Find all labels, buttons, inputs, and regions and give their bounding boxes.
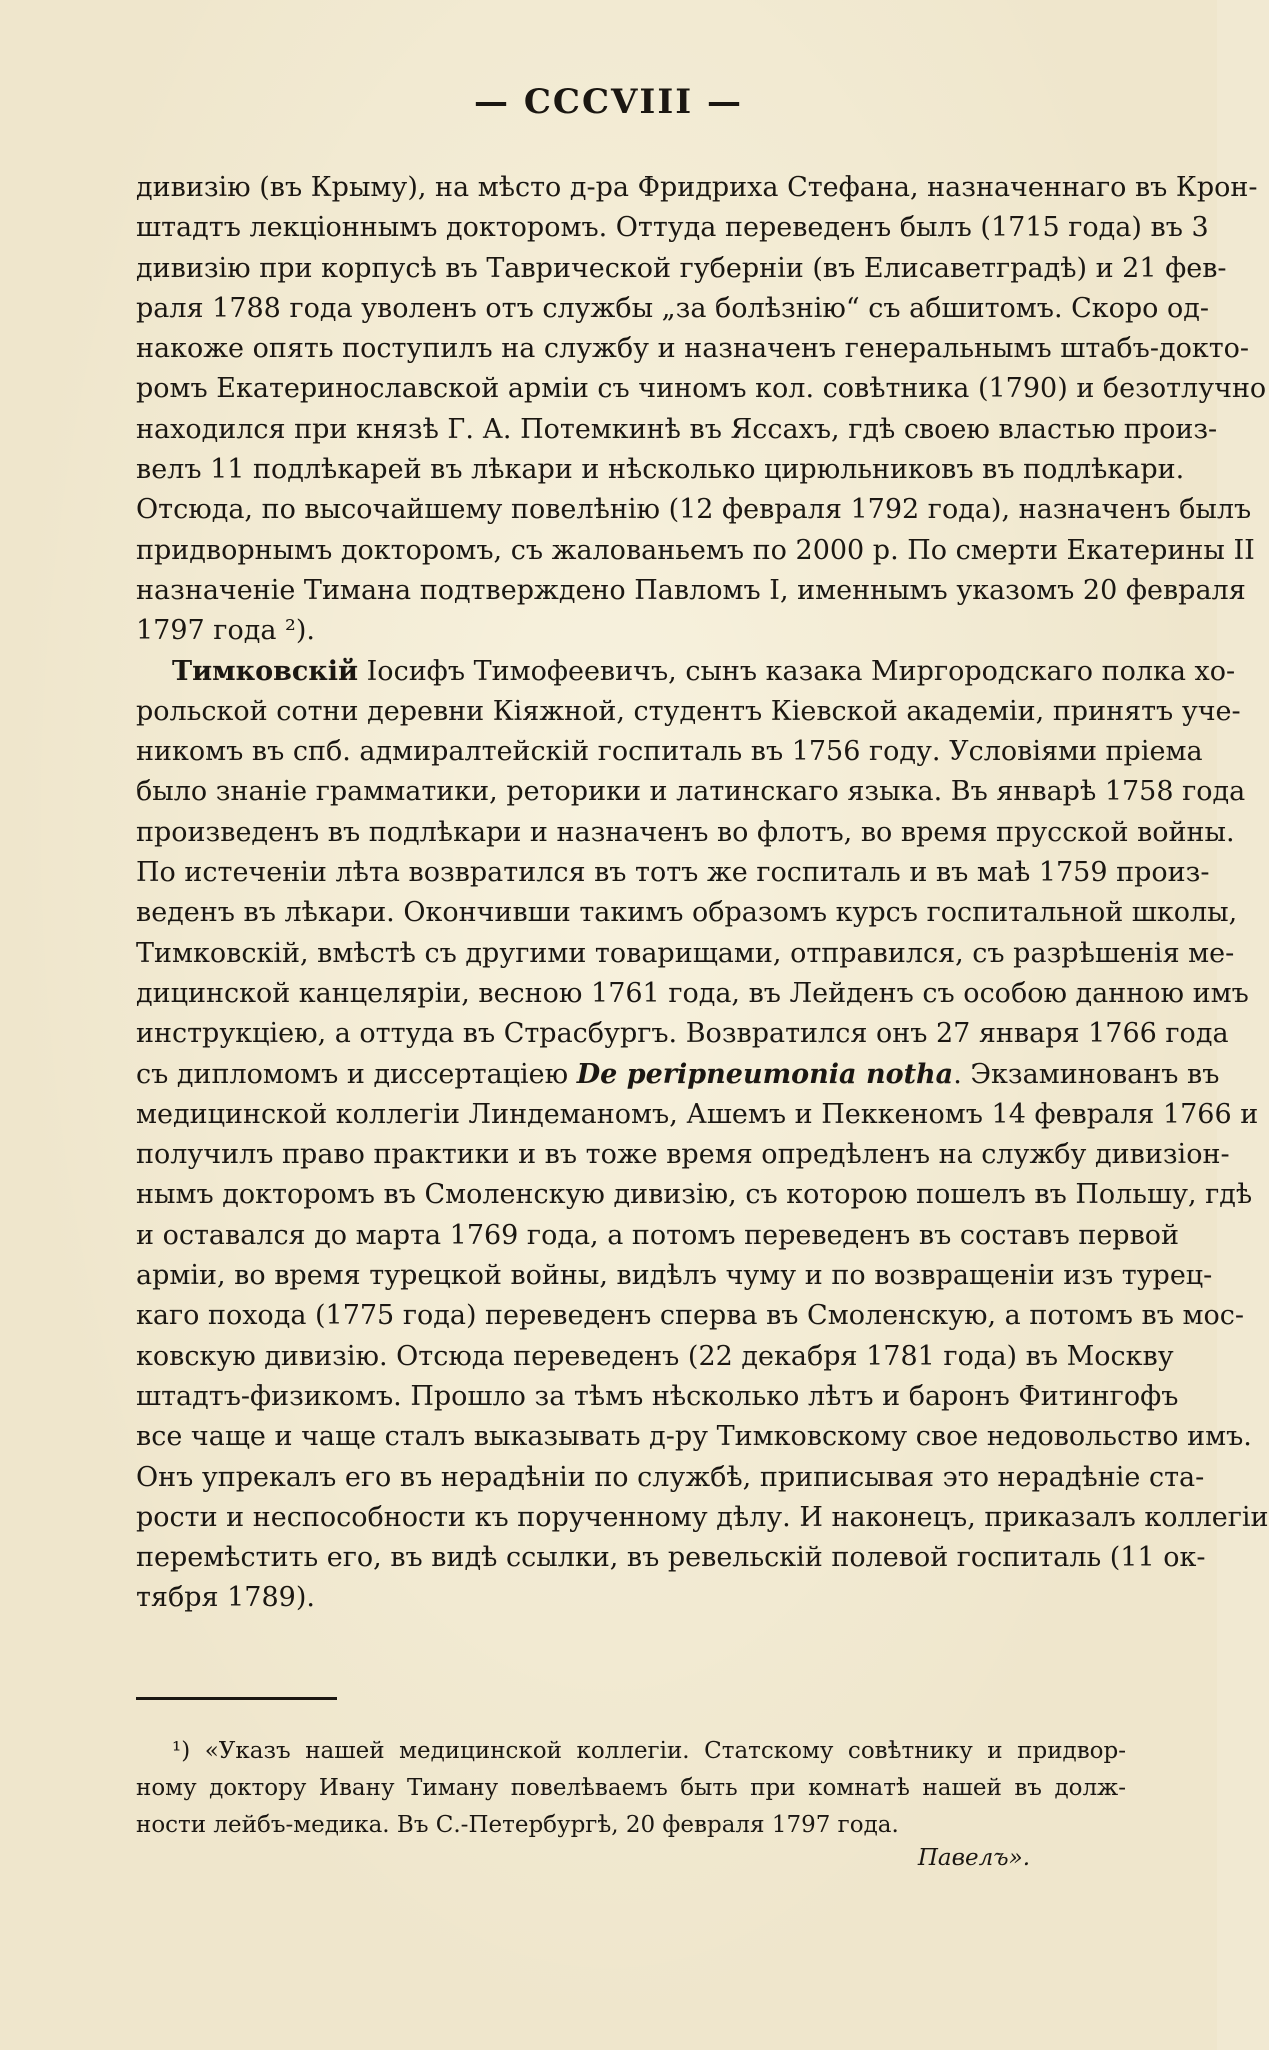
text-line: дивизію (въ Крыму), на мѣсто д-ра Фридриха Стефана, назначеннаго въ Крон- [136,172,1258,203]
dissertation-title: De peripneumonia notha [576,1058,954,1090]
text-line: Тимковскій, вмѣстѣ съ другими товарищами, отправился, съ разрѣшенія ме- [136,937,1235,969]
text-line: раля 1788 года уволенъ отъ службы „за болѣзнію“ съ абшитомъ. Скоро од- [136,292,1210,324]
text-line: По истеченіи лѣта возвратился въ тотъ же госпиталь и въ маѣ 1759 произ- [136,857,1210,889]
entry-name: Тимковскій [172,655,359,687]
text-line: получилъ право практики и въ тоже время опредѣленъ на службу дивизіон- [136,1139,1230,1171]
text-line: рости и неспособности къ порученному дѣлу. И наконецъ, приказалъ коллегіи [136,1501,1269,1533]
footnote-signature: Павелъ». [917,1845,1030,1871]
footnote-line: ¹) «Указъ нашей медицинской коллегіи. Статскому совѣтнику и придвор- [172,1738,1126,1764]
text-line: было знаніе грамматики, реторики и латинскаго языка. Въ январѣ 1758 года [136,776,1246,808]
text-line: веденъ въ лѣкари. Окончивши такимъ образомъ курсъ госпитальной школы, [136,897,1238,929]
footnote [136,1733,1126,1844]
text-line: накоже опять поступилъ на службу и назначенъ генеральнымъ штабъ-докто- [136,333,1250,365]
footnote-line: ному доктору Ивану Тиману повелѣваемъ быть при комнатѣ нашей въ долж- [136,1775,1126,1801]
text-line: штадтъ-физикомъ. Прошло за тѣмъ нѣсколько лѣтъ и баронъ Фитингофъ [136,1380,1179,1412]
text-line: дивизію при корпусѣ въ Таврической губерніи (въ Елисаветградѣ) и 21 фев- [136,252,1227,284]
text-line-with-title [136,1055,1220,1095]
text-line: медицинской коллегіи Линдеманомъ, Ашемъ и Пеккеномъ 14 февраля 1766 и [136,1098,1259,1130]
text-line: нымъ докторомъ въ Смоленскую дивизію, съ которою пошелъ въ Польшу, гдѣ [136,1179,1253,1211]
text-line: ромъ Екатеринославской арміи съ чиномъ кол. совѣтника (1790) и безотлучно [136,373,1267,405]
text-line: все чаще и чаще сталъ выказывать д-ру Тимковскому свое недовольство имъ. [136,1421,1252,1453]
entry-line-text: Іосифъ Тимофеевичъ, сынъ казака Миргородскаго полка хо- [358,655,1236,687]
text-line: инструкціею, а оттуда въ Страсбургъ. Возвратился онъ 27 января 1766 года [136,1018,1229,1050]
text-line: находился при князѣ Г. А. Потемкинѣ въ Яссахъ, гдѣ своею властью произ- [136,413,1218,445]
text-line: перемѣстить его, въ видѣ ссылки, въ ревельскій полевой госпиталь (11 ок- [136,1542,1206,1574]
entry-first-line [136,652,1236,692]
text-line: назначеніе Тимана подтверждено Павломъ I, именнымъ указомъ 20 февраля [136,574,1246,606]
text-line: и оставался до марта 1769 года, а потомъ переведенъ въ составъ первой [136,1219,1180,1251]
text-line: рольской сотни деревни Кіяжной, студентъ Кіевской академіи, принятъ уче- [136,695,1241,727]
text-line: штадтъ лекціоннымъ докторомъ. Оттуда переведенъ былъ (1715 года) въ 3 [136,212,1209,244]
text-line: арміи, во время турецкой войны, видѣлъ чуму и по возвращеніи изъ турец- [136,1260,1213,1292]
text-segment: . Экзаминованъ въ [953,1058,1220,1090]
text-line: никомъ въ спб. адмиралтейскій госпиталь въ 1756 году. Условіями пріема [136,736,1203,768]
text-line: Отсюда, по высочайшему повелѣнію (12 февраля 1792 года), назначенъ былъ [136,494,1252,526]
text-line: произведенъ въ подлѣкари и назначенъ во флотъ, во время прусской войны. [136,816,1235,848]
text-line: дицинской канцеляріи, весною 1761 года, въ Лейденъ съ особою данною имъ [136,977,1249,1009]
page-number-header: — CCCVIII — [474,82,743,122]
text-line: велъ 11 подлѣкарей въ лѣкари и нѣсколько цирюльниковъ въ подлѣкари. [136,454,1185,486]
text-line: 1797 года ²). [136,615,315,647]
text-line: придворнымъ докторомъ, съ жалованьемъ по 2000 р. По смерти Екатерины II [136,534,1255,566]
text-segment: съ дипломомъ и диссертаціею [136,1058,577,1090]
text-line: Онъ упрекалъ его въ нерадѣніи по службѣ, приписывая это нерадѣніе ста- [136,1461,1205,1493]
text-line: ковскую дивизію. Отсюда переведенъ (22 декабря 1781 года) въ Москву [136,1340,1174,1372]
footnote-line: ности лейбъ-медика. Въ С.-Петербургѣ, 20 февраля 1797 года. [136,1812,899,1838]
text-line: каго похода (1775 года) переведенъ сперва въ Смоленскую, а потомъ въ мос- [136,1300,1245,1332]
main-text [136,168,1269,1619]
text-line: тября 1789). [136,1582,315,1614]
footnote-divider [136,1697,337,1700]
